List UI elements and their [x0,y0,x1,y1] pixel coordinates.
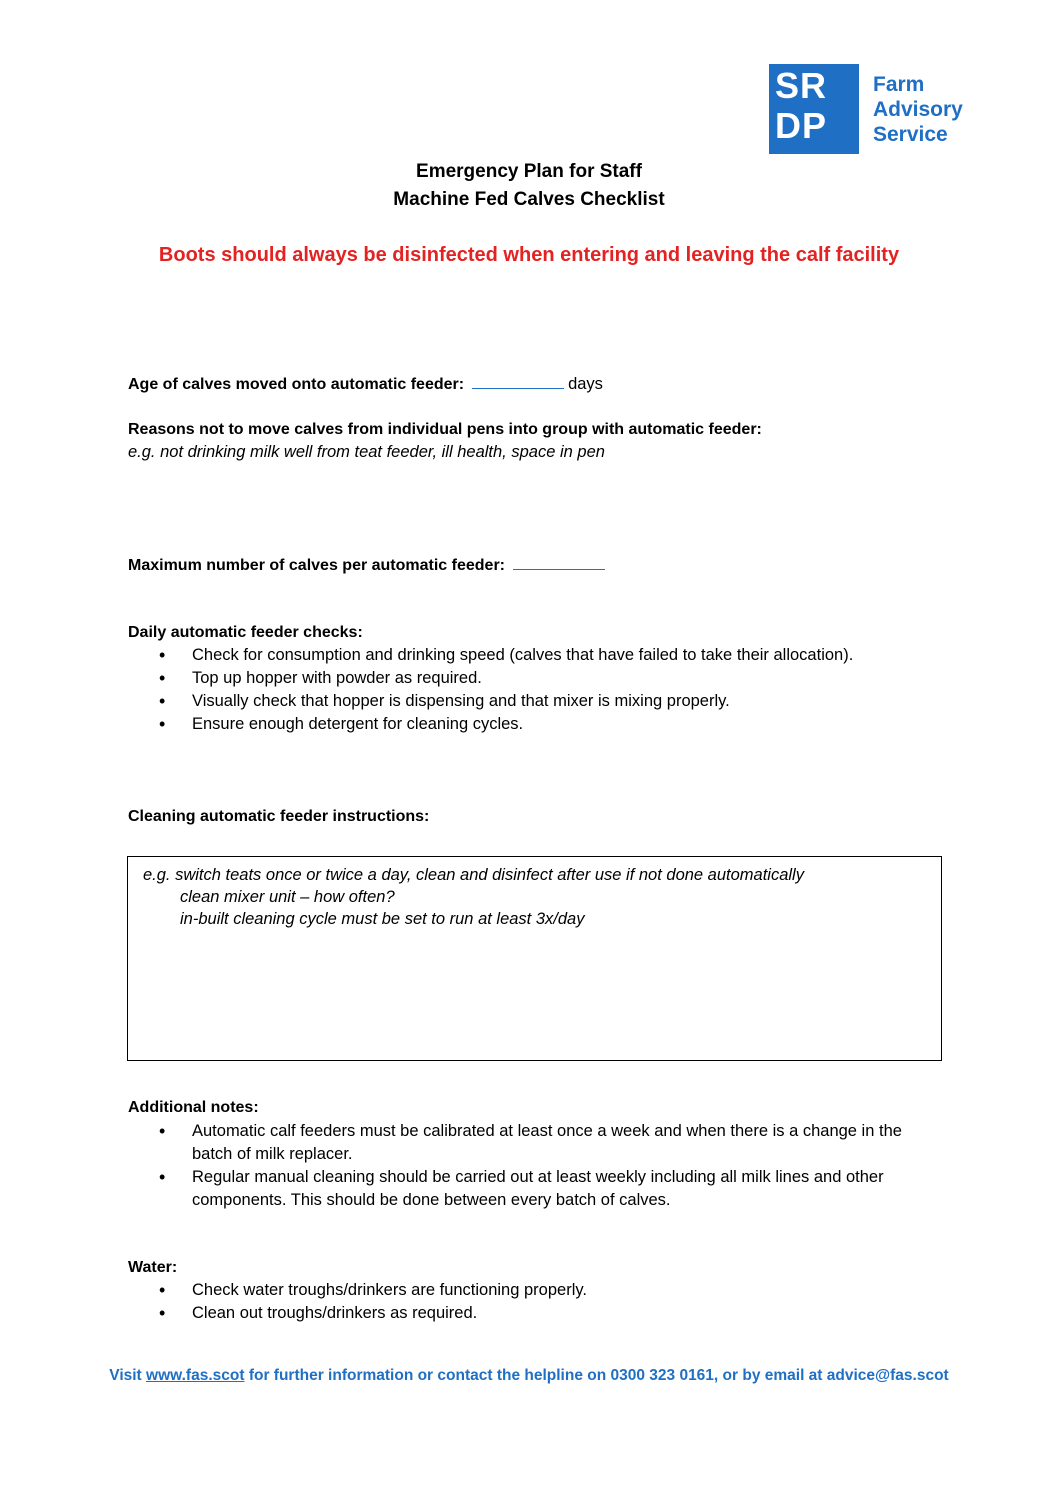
list-item: • Top up hopper with powder as required. [128,667,918,690]
max-calves-label: Maximum number of calves per automatic feeder: [128,557,505,574]
reasons-example: e.g. not drinking milk well from teat feeder, ill health, space in pen [128,443,605,461]
water-list [128,1279,918,1325]
footer-contact [0,1365,1058,1387]
footer-prefix: Visit [109,1367,147,1384]
age-field-blank[interactable] [472,374,564,389]
srdp-logo-mark [769,64,859,154]
fas-website-link[interactable]: www.fas.scot [146,1367,245,1384]
footer-suffix: for further information or contact the helpline on 0300 323 0161, or by email at advice@fas.scot [244,1367,949,1384]
cleaning-line: in-built cleaning cycle must be set to run at least 3x/day [180,910,585,928]
page-title-line2: Machine Fed Calves Checklist [393,189,665,210]
list-item: • Automatic calf feeders must be calibrated at least once a week and when there is a change in the batch of milk replacer. [128,1120,928,1166]
list-item: • Ensure enough detergent for cleaning cycles. [128,713,918,736]
logo-wordmark [873,72,963,147]
logo-letters-top: SR [775,65,828,106]
additional-notes-list [128,1120,928,1212]
daily-checks-heading: Daily automatic feeder checks: [128,624,363,641]
boot-disinfection-warning: Boots should always be disinfected when entering and leaving the calf facility [158,244,900,266]
age-field-label: Age of calves moved onto automatic feeder: [128,376,465,393]
list-item: • Check water troughs/drinkers are functioning properly. [128,1279,918,1302]
list-item: • Visually check that hopper is dispensing and that mixer is mixing properly. [128,690,918,713]
page-title-line1: Emergency Plan for Staff [416,161,642,182]
list-item: • Clean out troughs/drinkers as required. [128,1302,918,1325]
reasons-label: Reasons not to move calves from individual pens into group with automatic feeder: [128,421,762,438]
cleaning-line: clean mixer unit – how often? [180,888,395,906]
logo-line-farm: Farm [873,73,925,96]
cleaning-instructions-box[interactable] [127,856,942,1061]
max-calves-field [128,554,609,577]
list-item: • Check for consumption and drinking speed (calves that have failed to take their allocation). [128,644,918,667]
max-calves-blank[interactable] [513,555,605,570]
additional-notes-heading: Additional notes: [128,1099,259,1116]
age-field-unit: days [568,375,603,393]
daily-checks-list [128,644,918,736]
logo-line-service: Service [873,123,948,146]
fas-logo [769,64,989,156]
cleaning-line: e.g. switch teats once or twice a day, clean and disinfect after use if not done automatically [143,866,804,884]
water-heading: Water: [128,1259,178,1276]
logo-line-advisory: Advisory [873,98,963,121]
logo-letters-bottom: DP [775,105,828,146]
cleaning-heading: Cleaning automatic feeder instructions: [128,808,430,825]
age-field [128,373,603,396]
list-item: • Regular manual cleaning should be carried out at least weekly including all milk lines and other components. This should be done between every batch of calves. [128,1166,928,1212]
